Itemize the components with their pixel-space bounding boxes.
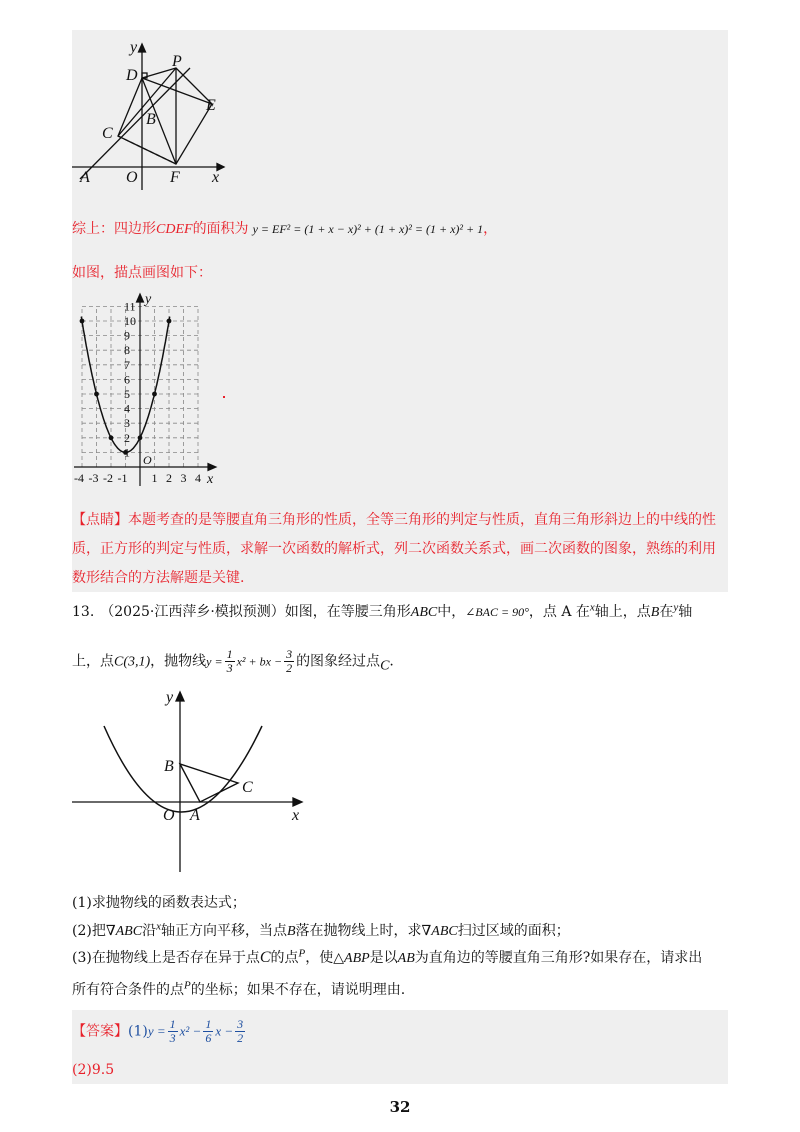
- answer-part1: (1): [128, 1023, 148, 1040]
- y-tick-label: 9: [124, 328, 130, 343]
- x-tick-label: 3: [180, 471, 187, 485]
- summary-formula: y = EF² = (1 + x − x)² + (1 + x)² = (1 + x)² + 1: [252, 222, 484, 236]
- fig1-label-e: E: [206, 97, 216, 114]
- q13-text-j: .: [389, 653, 394, 670]
- q13-text-h: ，抛物线: [150, 653, 207, 670]
- fig2-origin: O: [143, 453, 152, 467]
- plot-point: [80, 319, 85, 324]
- fig3-label-o: O: [163, 807, 175, 824]
- answer-frac-1: $\frac{1}{3}$: [169, 1017, 176, 1045]
- q13-angle: ∠BAC = 90°: [465, 605, 529, 619]
- q13-line2: [72, 648, 394, 675]
- fig3-label-b: B: [164, 758, 174, 775]
- dianjing-text: 本题考查的是等腰直角三角形的性质，全等三角形的判定与性质，直角三角形斜边上的中线的性质，正方形的判定与性质，求解一次函数的解析式，列二次函数关系式，画二次函数的图象，熟练的利用数形结合的方法解题是关键.: [72, 512, 716, 586]
- q13-c: C: [380, 658, 390, 674]
- x-tick-label: 2: [166, 471, 172, 485]
- x-tick-label: -4: [74, 471, 84, 485]
- fig3-label-c: C: [242, 779, 253, 796]
- summary-mid: 的面积为: [192, 221, 249, 237]
- q13-source: （2025·江西萍乡·模拟预测）: [100, 604, 285, 620]
- x-tick-label: 1: [151, 471, 158, 485]
- q13-point-c: C(3,1): [114, 654, 151, 670]
- sub3-ab: AB: [397, 951, 415, 966]
- q13-text-d: 轴上，点: [594, 604, 651, 620]
- summary-line: [72, 218, 497, 238]
- fig1-label-p: P: [172, 53, 182, 70]
- y-tick-label: 8: [124, 343, 130, 358]
- q13-abc: ABC: [410, 605, 438, 620]
- q13-text-g: 上，点: [72, 653, 114, 670]
- x-tick-label: 4: [195, 471, 201, 485]
- sub3-p2: P: [184, 979, 191, 992]
- fig2-x-label: x: [207, 472, 214, 487]
- answer-tag: 【答案】: [72, 1023, 128, 1040]
- x-tick-label: -3: [88, 471, 99, 485]
- q13-text-b: 中，: [437, 604, 466, 620]
- summary-prefix: 综上：四边形: [72, 221, 156, 237]
- fig2-y-label: y: [145, 292, 152, 307]
- sub3-abp: △ABP: [333, 951, 370, 966]
- sub3-p: P: [298, 947, 306, 960]
- sub-question-3: [72, 947, 702, 967]
- y-tick-label: 1: [124, 445, 130, 460]
- fig1-label-d: D: [126, 67, 138, 84]
- y-tick-label: 7: [124, 357, 130, 372]
- answer-y: y =: [147, 1023, 166, 1039]
- y-tick-label: 3: [124, 416, 130, 431]
- sub3-d: ，使: [305, 950, 334, 966]
- fig1-label-f: F: [170, 169, 180, 186]
- fig1-label-x: x: [212, 169, 220, 186]
- q13-x: x: [589, 601, 595, 614]
- answer-part-2: (2)9.5: [72, 1062, 115, 1078]
- q13-text-a: 如图，在等腰三角形: [284, 604, 411, 620]
- y-tick-label: 4: [124, 401, 130, 416]
- answer-frac-2: $\frac{1}{6}$: [205, 1017, 212, 1045]
- q13-text-f: 轴: [678, 604, 693, 620]
- fig3-label-y: y: [166, 689, 174, 706]
- sub3-b: 的点: [270, 950, 299, 966]
- fig1-label-c: C: [102, 125, 113, 142]
- stray-dot: [223, 396, 225, 398]
- x-tick-label: -1: [117, 471, 128, 485]
- q13-parabola-y: y =: [206, 654, 223, 669]
- y-tick-label: 5: [124, 387, 130, 401]
- sub3-g: 所有符合条件的点: [72, 982, 184, 998]
- sub2-d: 落在抛物线上时，求: [295, 923, 422, 939]
- y-tick-label: 11: [124, 299, 136, 314]
- fig1-label-y: y: [130, 40, 138, 56]
- sub3-h: 的坐标；如果不存在，请说明理由.: [190, 982, 406, 998]
- q13-line1: [72, 601, 692, 621]
- fig3-label-x: x: [292, 807, 300, 824]
- y-tick-label: 6: [124, 372, 130, 387]
- y-tick-label: 10: [124, 314, 136, 328]
- summary-quad-name: CDEF: [156, 222, 193, 237]
- y-tick-label: 2: [124, 430, 130, 445]
- sub2-e: 扫过区域的面积；: [457, 923, 570, 939]
- plot-point: [167, 319, 172, 324]
- q13-number: 13.: [72, 604, 95, 620]
- q13-frac-1: $\frac{1}{3}$: [226, 647, 233, 675]
- sub-question-1: (1)求抛物线的函数表达式；: [72, 895, 246, 911]
- q13-y: y: [673, 601, 679, 614]
- answer-frac-3: $\frac{3}{2}$: [237, 1017, 244, 1045]
- figure-triangle-parabola: [72, 688, 312, 873]
- answer-x2: x² −: [179, 1023, 202, 1039]
- sub2-b: 沿: [142, 923, 157, 939]
- sub2-c: 轴正方向平移，当点: [160, 923, 287, 939]
- plot-point: [152, 392, 157, 397]
- q13-text-c: ，点 A 在: [528, 604, 590, 620]
- q13-text-e: 在: [659, 604, 674, 620]
- x-tick-label: -2: [103, 471, 113, 485]
- plot-intro: 如图，描点画图如下：: [72, 265, 212, 281]
- dianjing-paragraph: [72, 506, 728, 593]
- q13-parabola-x: x² + bx −: [236, 654, 283, 669]
- q13-frac-2: $\frac{3}{2}$: [286, 647, 293, 675]
- summary-tail: ，: [483, 221, 498, 237]
- figure-parabola-grid: [72, 290, 222, 490]
- sub3-c: C: [259, 949, 271, 966]
- q13-text-i: 的图象经过点: [296, 653, 381, 670]
- plot-point: [109, 435, 114, 440]
- figure-quadrilateral: [72, 40, 242, 190]
- sub3-f: 为直角边的等腰直角三角形?如果存在，请求出: [414, 950, 703, 966]
- sub2-triangle-2: ∇ABC: [421, 924, 458, 939]
- sub2-x: x: [156, 920, 161, 933]
- dianjing-tag: 【点睛】: [72, 512, 128, 528]
- fig1-label-o: O: [126, 169, 138, 186]
- answer-line-1: [72, 1018, 247, 1045]
- sub2-point-b: B: [286, 924, 296, 939]
- sub-question-2: [72, 920, 570, 940]
- sub2-a: (2)把: [72, 923, 106, 939]
- fig1-label-a: A: [80, 169, 90, 186]
- plot-point: [138, 435, 143, 440]
- sub2-triangle: ∇ABC: [105, 924, 143, 939]
- fig3-label-a: A: [190, 807, 200, 824]
- q13-b: B: [650, 605, 660, 620]
- sub3-e: 是以: [369, 950, 398, 966]
- sub3-a: (3)在抛物线上是否存在异于点: [72, 950, 260, 966]
- answer-x: x −: [215, 1023, 234, 1039]
- plot-point: [94, 392, 99, 397]
- sub-question-3-cont: [72, 979, 405, 999]
- page-number: 32: [389, 1098, 411, 1116]
- fig1-label-b: B: [146, 111, 156, 128]
